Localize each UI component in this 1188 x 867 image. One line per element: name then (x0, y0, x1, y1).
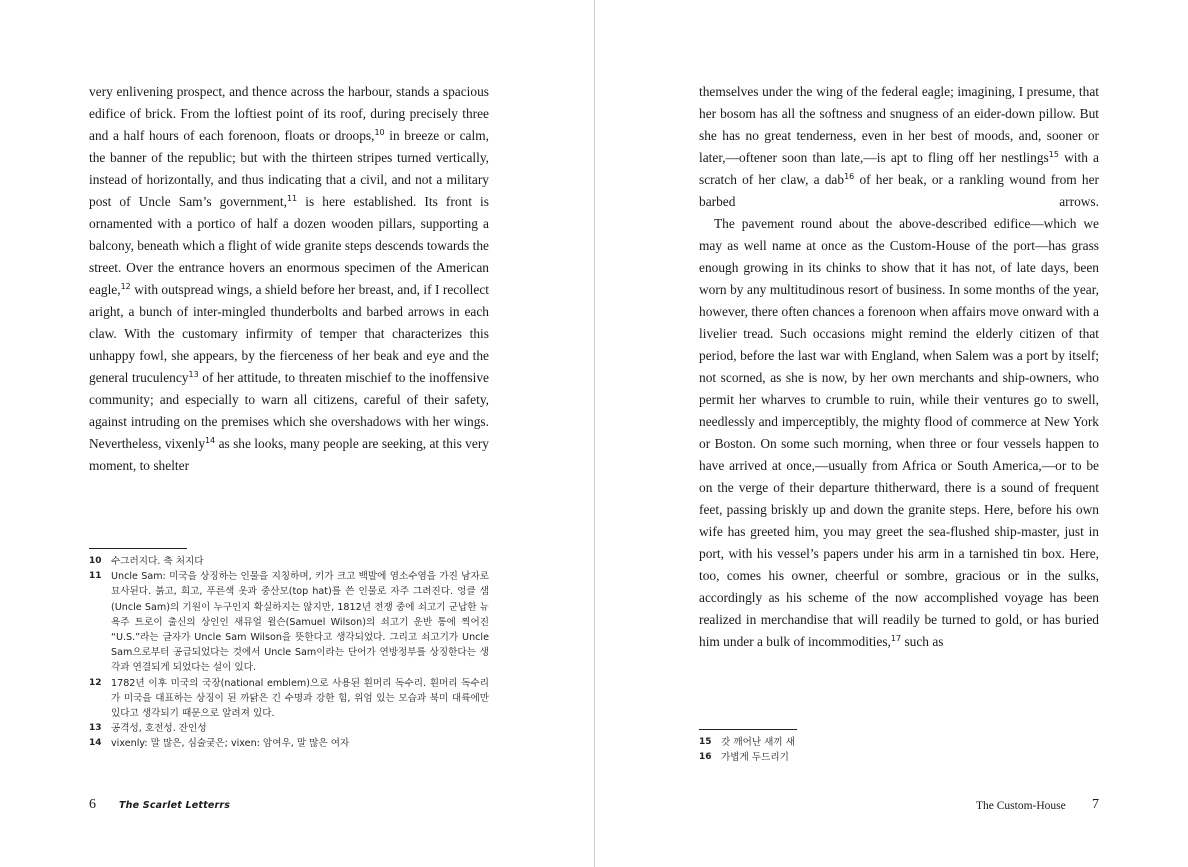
footnote-text: vixenly: 말 많은, 심술궂은; vixen: 암여우, 말 많은 여자 (111, 738, 350, 750)
body-paragraph (699, 213, 1099, 653)
footnote-number: 15 (699, 737, 712, 747)
footnote-number: 14 (89, 738, 102, 749)
right-page-number: 7 (1092, 797, 1099, 812)
footnote (699, 750, 1099, 765)
left-page-number: 6 (89, 797, 96, 812)
right-footnote-rule (699, 729, 797, 730)
footnote (699, 735, 1099, 750)
footnote-text: 공격성, 호전성. 잔인성 (111, 723, 207, 735)
footnote-marker[interactable]: 13 (188, 370, 199, 379)
footnote-text: 갓 깨어난 새끼 새 (721, 737, 796, 748)
footnote-number: 12 (89, 677, 102, 688)
footnote-text: 1782년 이후 미국의 국장(national emblem)으로 사용된 흰머리 독수리. 흰머리 독수리가 미국을 대표하는 상징이 된 까닭은 긴 수명과 강한 힘, 위엄 있는 모습과 북미 대륙에만 있다고 생각되기 때문으로 알려져 있다. (111, 677, 489, 720)
footnote-marker[interactable]: 11 (286, 194, 298, 203)
footnote-marker[interactable]: 10 (374, 128, 385, 137)
right-page-body (699, 81, 1099, 653)
footnote-number: 16 (699, 752, 712, 763)
footnote (89, 554, 489, 569)
right-running-head: The Custom-House (976, 800, 1066, 812)
body-text-run: in breeze or calm, the banner of the republic; but with the thirteen stripes turned vertically, instead of horizontally, and thus indicating that a civil, and not a military post of Uncle Sam’s government, (89, 128, 489, 209)
body-paragraph (699, 81, 1099, 213)
footnote (89, 736, 489, 751)
footnote-marker[interactable]: 12 (120, 282, 131, 291)
body-text-run: of her attitude, to threaten mischief to the inoffensive community; and especially to warn all citizens, careful of their safety, against intruding on the premises which she overshadows with her wings. Nevertheless, vixenly (89, 370, 489, 451)
footnote-text: Uncle Sam: 미국을 상징하는 인물을 지칭하며, 키가 크고 백발에 염소수염을 가진 남자로 묘사된다. 붉고, 희고, 푸른색 옷과 중산모(top hat)를 쓴 인물로 자주 그려진다. 엉클 샘(Uncle Sam)의 기원이 누구인지 확실하지는 않지만, 1812년 전쟁 중에 쇠고기 군납한 뉴욕주 트로이 출신의 상인인 새뮤얼 윌슨(Samuel Wilson)의 쇠고기 운반 통에 찍어진 “U.S.”라는 글자가 Uncle Sam Wilson을 뜻한다고 생각되었다. 그리고 쇠고기가 Uncle Sam으로부터 공급되었다는 것에서 Uncle Sam이라는 단어가 연방정부를 상징한다는 생각과 연결되게 되었다는 설이 있다. (111, 571, 489, 674)
body-text-run: of her beak, or a rankling wound from her barbed arrows. (699, 172, 1099, 209)
footnote (89, 676, 489, 722)
footnote-number: 11 (89, 571, 102, 582)
footnote-marker[interactable]: 14 (205, 436, 216, 445)
right-footnotes (699, 735, 1099, 765)
body-text-run: is here established. Its front is ornamented with a portico of half a dozen wooden pillars, supporting a balcony, beneath which a flight of wide granite steps descends towards the street. Over the entrance hovers an enormous specimen of the American eagle, (89, 194, 489, 297)
body-paragraph (89, 81, 489, 477)
left-footnotes (89, 554, 489, 752)
footnote (89, 569, 489, 675)
footnote-marker[interactable]: 17 (890, 634, 902, 643)
left-page-body (89, 81, 489, 477)
left-footnote-rule (89, 548, 187, 549)
page-gutter (594, 0, 595, 867)
left-running-head: The Scarlet Letterrs (119, 800, 231, 811)
body-text-run: with a scratch of her claw, a dab (699, 150, 1100, 187)
body-text-run: with outspread wings, a shield before her breast, and, if I recollect aright, a bunch of inter-mingled thunderbolts and barbed arrows in each claw. With the customary infirmity of temper that characterizes this unhappy fowl, she appears, by the fierceness of her beak and eye and the general truculency (89, 282, 489, 385)
body-text-run: very enlivening prospect, and thence across the harbour, stands a spacious edifice of brick. From the loftiest point of its roof, during precisely three and a half hours of each forenoon, floats or droops, (89, 84, 489, 143)
body-text-run: as she looks, many people are seeking, at this very moment, to shelter (89, 436, 489, 473)
body-text-run: themselves under the wing of the federal eagle; imagining, I presume, that her bosom has all the softness and snugness of an eider-down pillow. But she has no great tenderness, even in her best of moods, and, sooner or later,—oftener soon than late,—is apt to fling off her nestlings (699, 84, 1099, 165)
body-text-run: The pavement round about the above-described edifice—which we may as well name at once as the Custom-House of the port—has grass enough growing in its chinks to show that it has not, of late days, been worn by any multitudinous resort of business. In some months of the year, however, there often chances a forenoon when affairs move onward with a livelier tread. Such occasions might remind the elderly citizen of that period, before the last war with England, when Salem was a port by itself; not scorned, as she is now, by her own merchants and ship-owners, who permit her wharves to crumble to ruin, while their ventures go to swell, needlessly and imperceptibly, the mighty flood of commerce at New York or Boston. On some such morning, when three or four vessels happen to have arrived at once,—usually from Africa or South America,—or to be on the verge of their departure thitherward, there is a sound of frequent feet, passing briskly up and down the granite steps. Here, before his own wife has greeted him, you may greet the sea-flushed ship-master, just in port, with his vessel’s papers under his arm in a tarnished tin box. Here, too, comes his owner, cheerful or sombre, gracious or in the sulks, accordingly as his scheme of the now accomplished voyage has been realized in merchandise that will readily be turned to gold, or has buried him under a bulk of incommodities, (699, 216, 1099, 649)
footnote-marker[interactable]: 16 (844, 172, 855, 181)
footnote-marker[interactable]: 15 (1048, 150, 1059, 159)
footnote-number: 13 (89, 723, 102, 734)
footnote-text: 수그러지다. 축 처지다 (111, 556, 204, 567)
footnote-number: 10 (89, 556, 102, 566)
footnote (89, 721, 489, 736)
body-text-run: such as (901, 634, 944, 649)
footnote-text: 가볍게 두드리기 (721, 752, 789, 764)
